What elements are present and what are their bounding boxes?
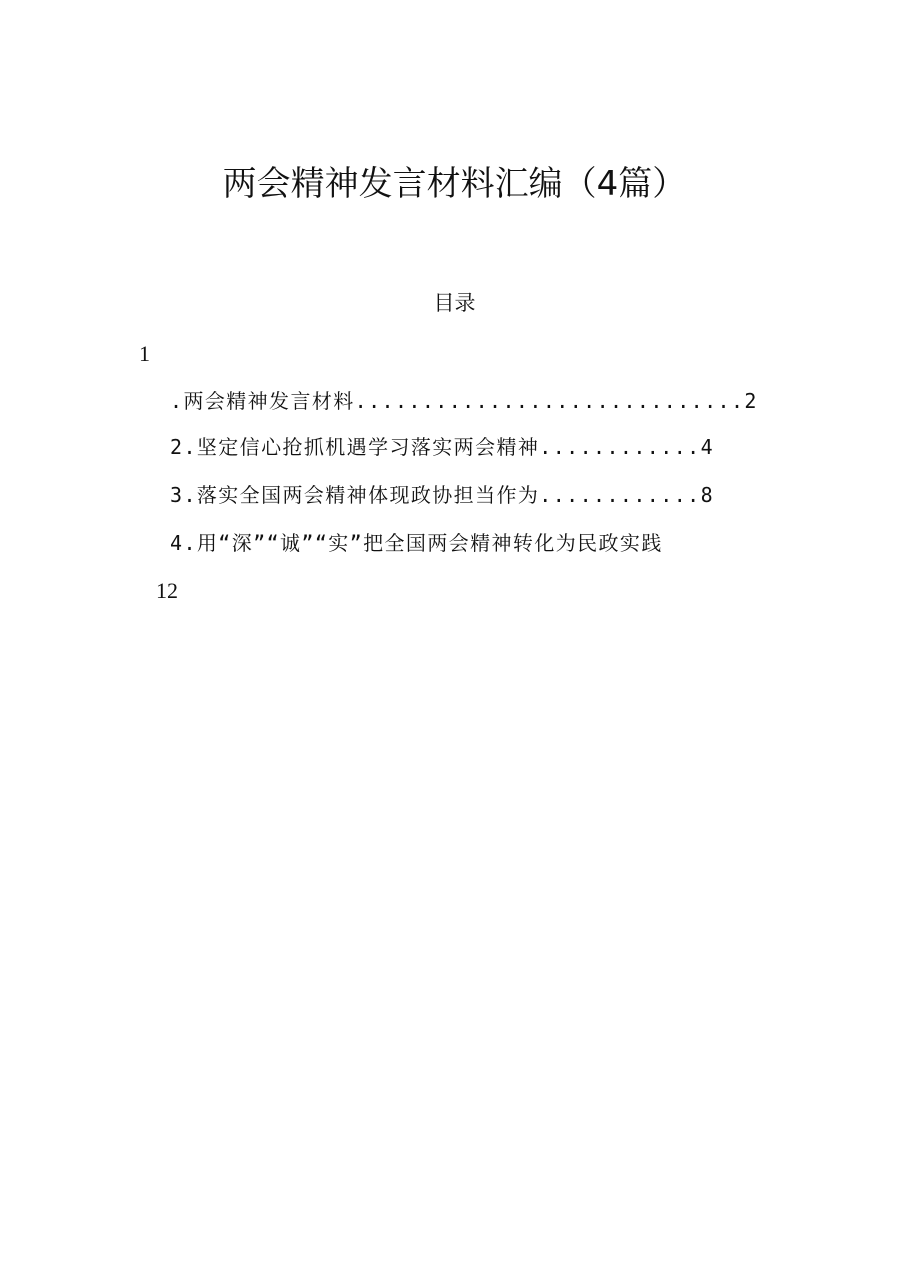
toc-page-number-1: 1 [139, 341, 150, 366]
toc-entry-1[interactable]: .两会精神发言材料.............................2 [170, 389, 758, 413]
toc-entry-2[interactable]: 2.坚定信心抢抓机遇学习落实两会精神............4 [170, 435, 715, 459]
toc-entry-3[interactable]: 3.落实全国两会精神体现政协担当作为............8 [170, 483, 715, 507]
toc-entry-4[interactable]: 4.用“深”“诚”“实”把全国两会精神转化为民政实践 [170, 531, 663, 555]
toc-heading: 目录 [433, 291, 476, 315]
document-title: 两会精神发言材料汇编（4篇） [222, 164, 687, 204]
toc-page-number-12: 12 [156, 578, 178, 603]
